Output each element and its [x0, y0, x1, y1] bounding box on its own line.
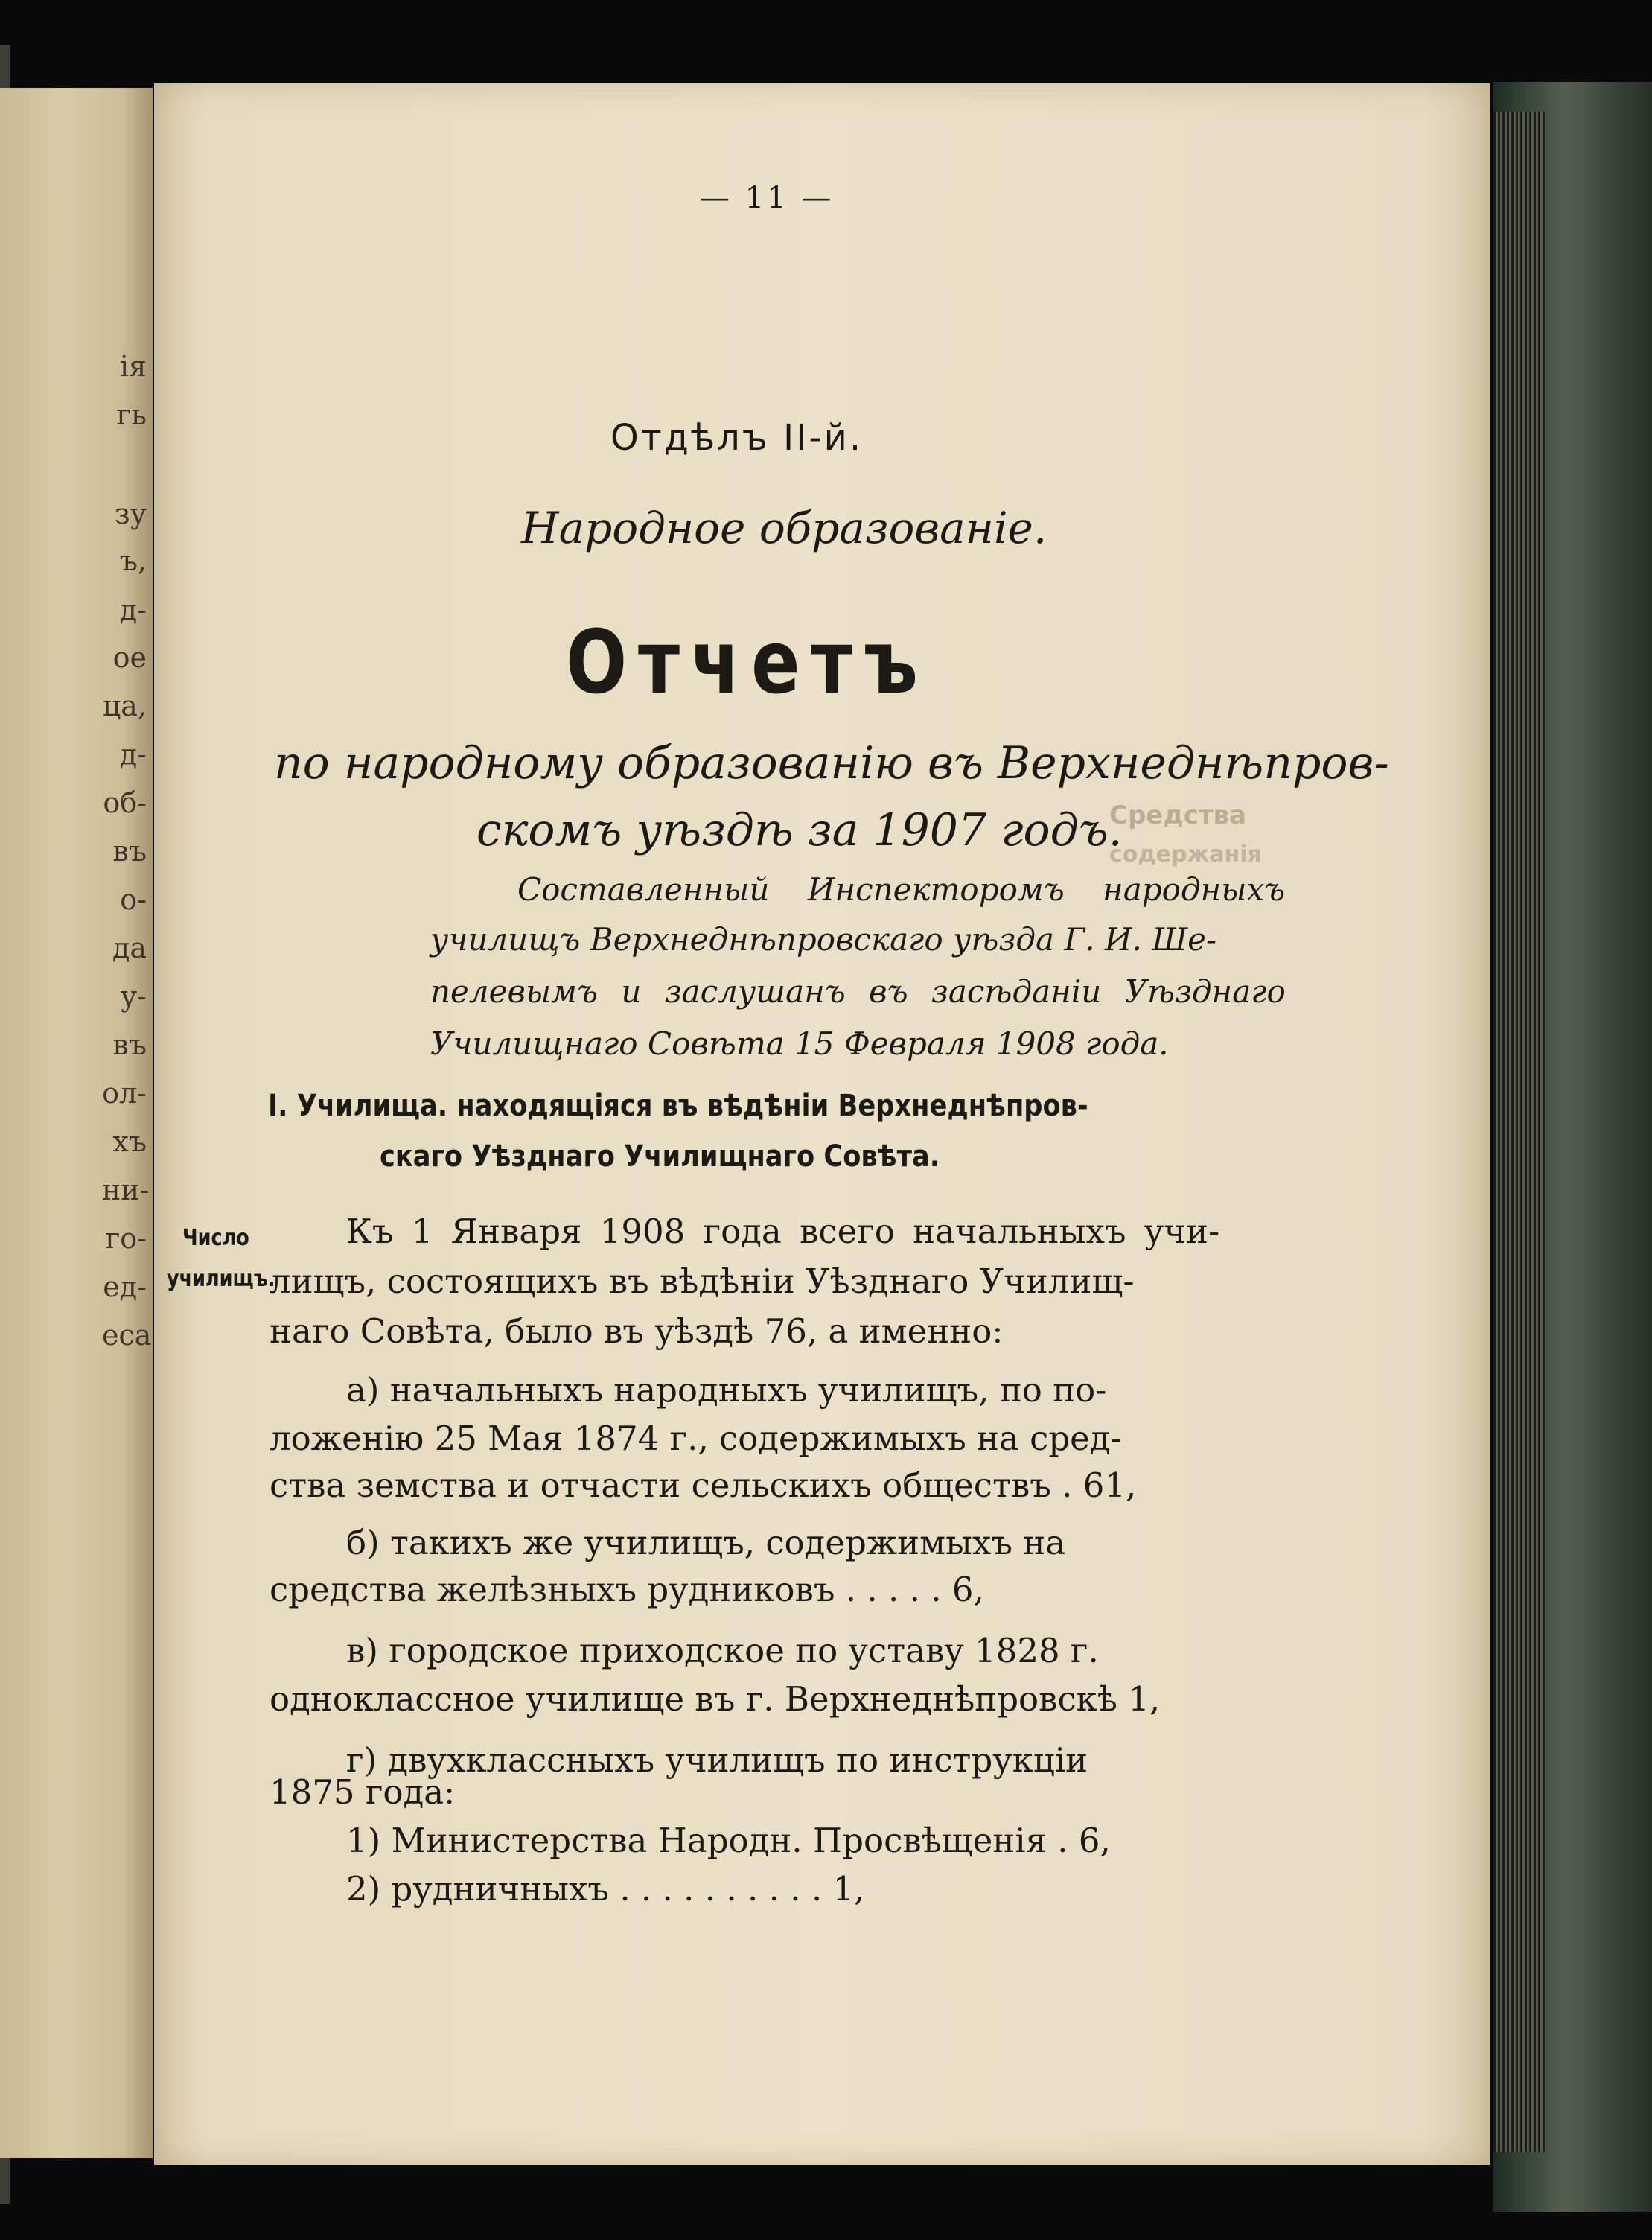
paragraph-line: лищъ, состоящихъ въ вѣдѣніи Уѣзднаго Училищ- [270, 1261, 1135, 1301]
left-fragment: ія [119, 350, 147, 383]
section-1-heading: скаго Уѣзднаго Училищнаго Совѣта. [380, 1139, 940, 1174]
page-number: — 11 — [700, 181, 835, 215]
left-fragment: го- [105, 1222, 147, 1255]
left-fragment: ол- [102, 1077, 147, 1110]
section-1-heading: I. Училища. находящіяся въ вѣдѣніи Верхнеднѣпров- [268, 1089, 1088, 1123]
page-edges-right [1493, 112, 1546, 2152]
bleed-through-text: Средства [1109, 801, 1247, 830]
paragraph-line: ложенію 25 Мая 1874 г., содержимыхъ на сред- [270, 1419, 1122, 1458]
paragraph-line: в) городское приходское по уставу 1828 г. [346, 1631, 1099, 1670]
left-fragment: о- [120, 883, 147, 916]
margin-note: училищъ. [167, 1266, 275, 1292]
compiled-by-line: училищъ Верхнеднѣпровскаго уѣзда Г. И. Ше- [430, 921, 1217, 958]
section-heading: Отдѣлъ II-й. [610, 417, 864, 459]
margin-note: Число [182, 1225, 249, 1251]
compiled-by-line: Составленный Инспекторомъ народныхъ [517, 871, 1286, 908]
left-fragment: да [112, 932, 147, 964]
left-fragment: ъ, [119, 544, 147, 577]
paragraph-line: 1875 года: [270, 1772, 456, 1812]
paragraph-line: б) такихъ же училищъ, содержимыхъ на [346, 1523, 1066, 1562]
paragraph-line: 1) Министерства Народн. Просвѣщенія . 6, [346, 1821, 1111, 1860]
report-title: Отчетъ [566, 611, 929, 713]
left-fragment: д- [119, 594, 147, 626]
bleed-through-text: содержанія [1109, 841, 1262, 868]
left-fragment: д- [119, 738, 147, 771]
left-fragment: гь [116, 398, 147, 431]
left-fragment: ца, [102, 690, 147, 722]
left-fragment: въ [112, 835, 147, 868]
subject-heading: Народное образованіе. [521, 503, 1047, 553]
compiled-by-line: Училищнаго Совѣта 15 Февраля 1908 года. [430, 1025, 1169, 1062]
left-fragment: ед- [103, 1270, 147, 1303]
paragraph-line: 2) рудничныхъ . . . . . . . . . . 1, [346, 1869, 865, 1909]
paragraph-line: а) начальныхъ народныхъ училищъ, по по- [346, 1370, 1107, 1410]
left-fragment: хъ [112, 1125, 147, 1158]
left-fragment: об- [103, 786, 147, 819]
report-subtitle-line: по народному образованію въ Верхнеднѣпров- [274, 737, 1389, 789]
paragraph-line: г) двухклассныхъ училищъ по инструкціи [346, 1740, 1088, 1780]
left-fragment: ни- [102, 1174, 150, 1206]
paragraph-line: средства желѣзныхъ рудниковъ . . . . . 6, [270, 1570, 984, 1609]
compiled-by-line: пелевымъ и заслушанъ въ засѣданіи Уѣзднаго [430, 973, 1286, 1010]
left-page-edge [0, 88, 153, 2158]
left-fragment: въ [112, 1028, 147, 1061]
paragraph-line: ства земства и отчасти сельскихъ обществъ . 61, [270, 1466, 1137, 1505]
report-subtitle-line: скомъ уѣздѣ за 1907 годъ. [476, 804, 1123, 856]
left-fragment: у- [120, 980, 147, 1013]
paragraph-line: наго Совѣта, было въ уѣздѣ 76, а именно: [270, 1311, 1004, 1351]
paragraph-line: одноклассное училище въ г. Верхнеднѣпровскѣ 1, [270, 1679, 1161, 1719]
left-fragment: ое [112, 641, 147, 674]
left-fragment: зу [114, 497, 147, 530]
left-fragment: еса [102, 1319, 152, 1352]
paragraph-line: Къ 1 Января 1908 года всего начальныхъ учи- [346, 1212, 1220, 1251]
